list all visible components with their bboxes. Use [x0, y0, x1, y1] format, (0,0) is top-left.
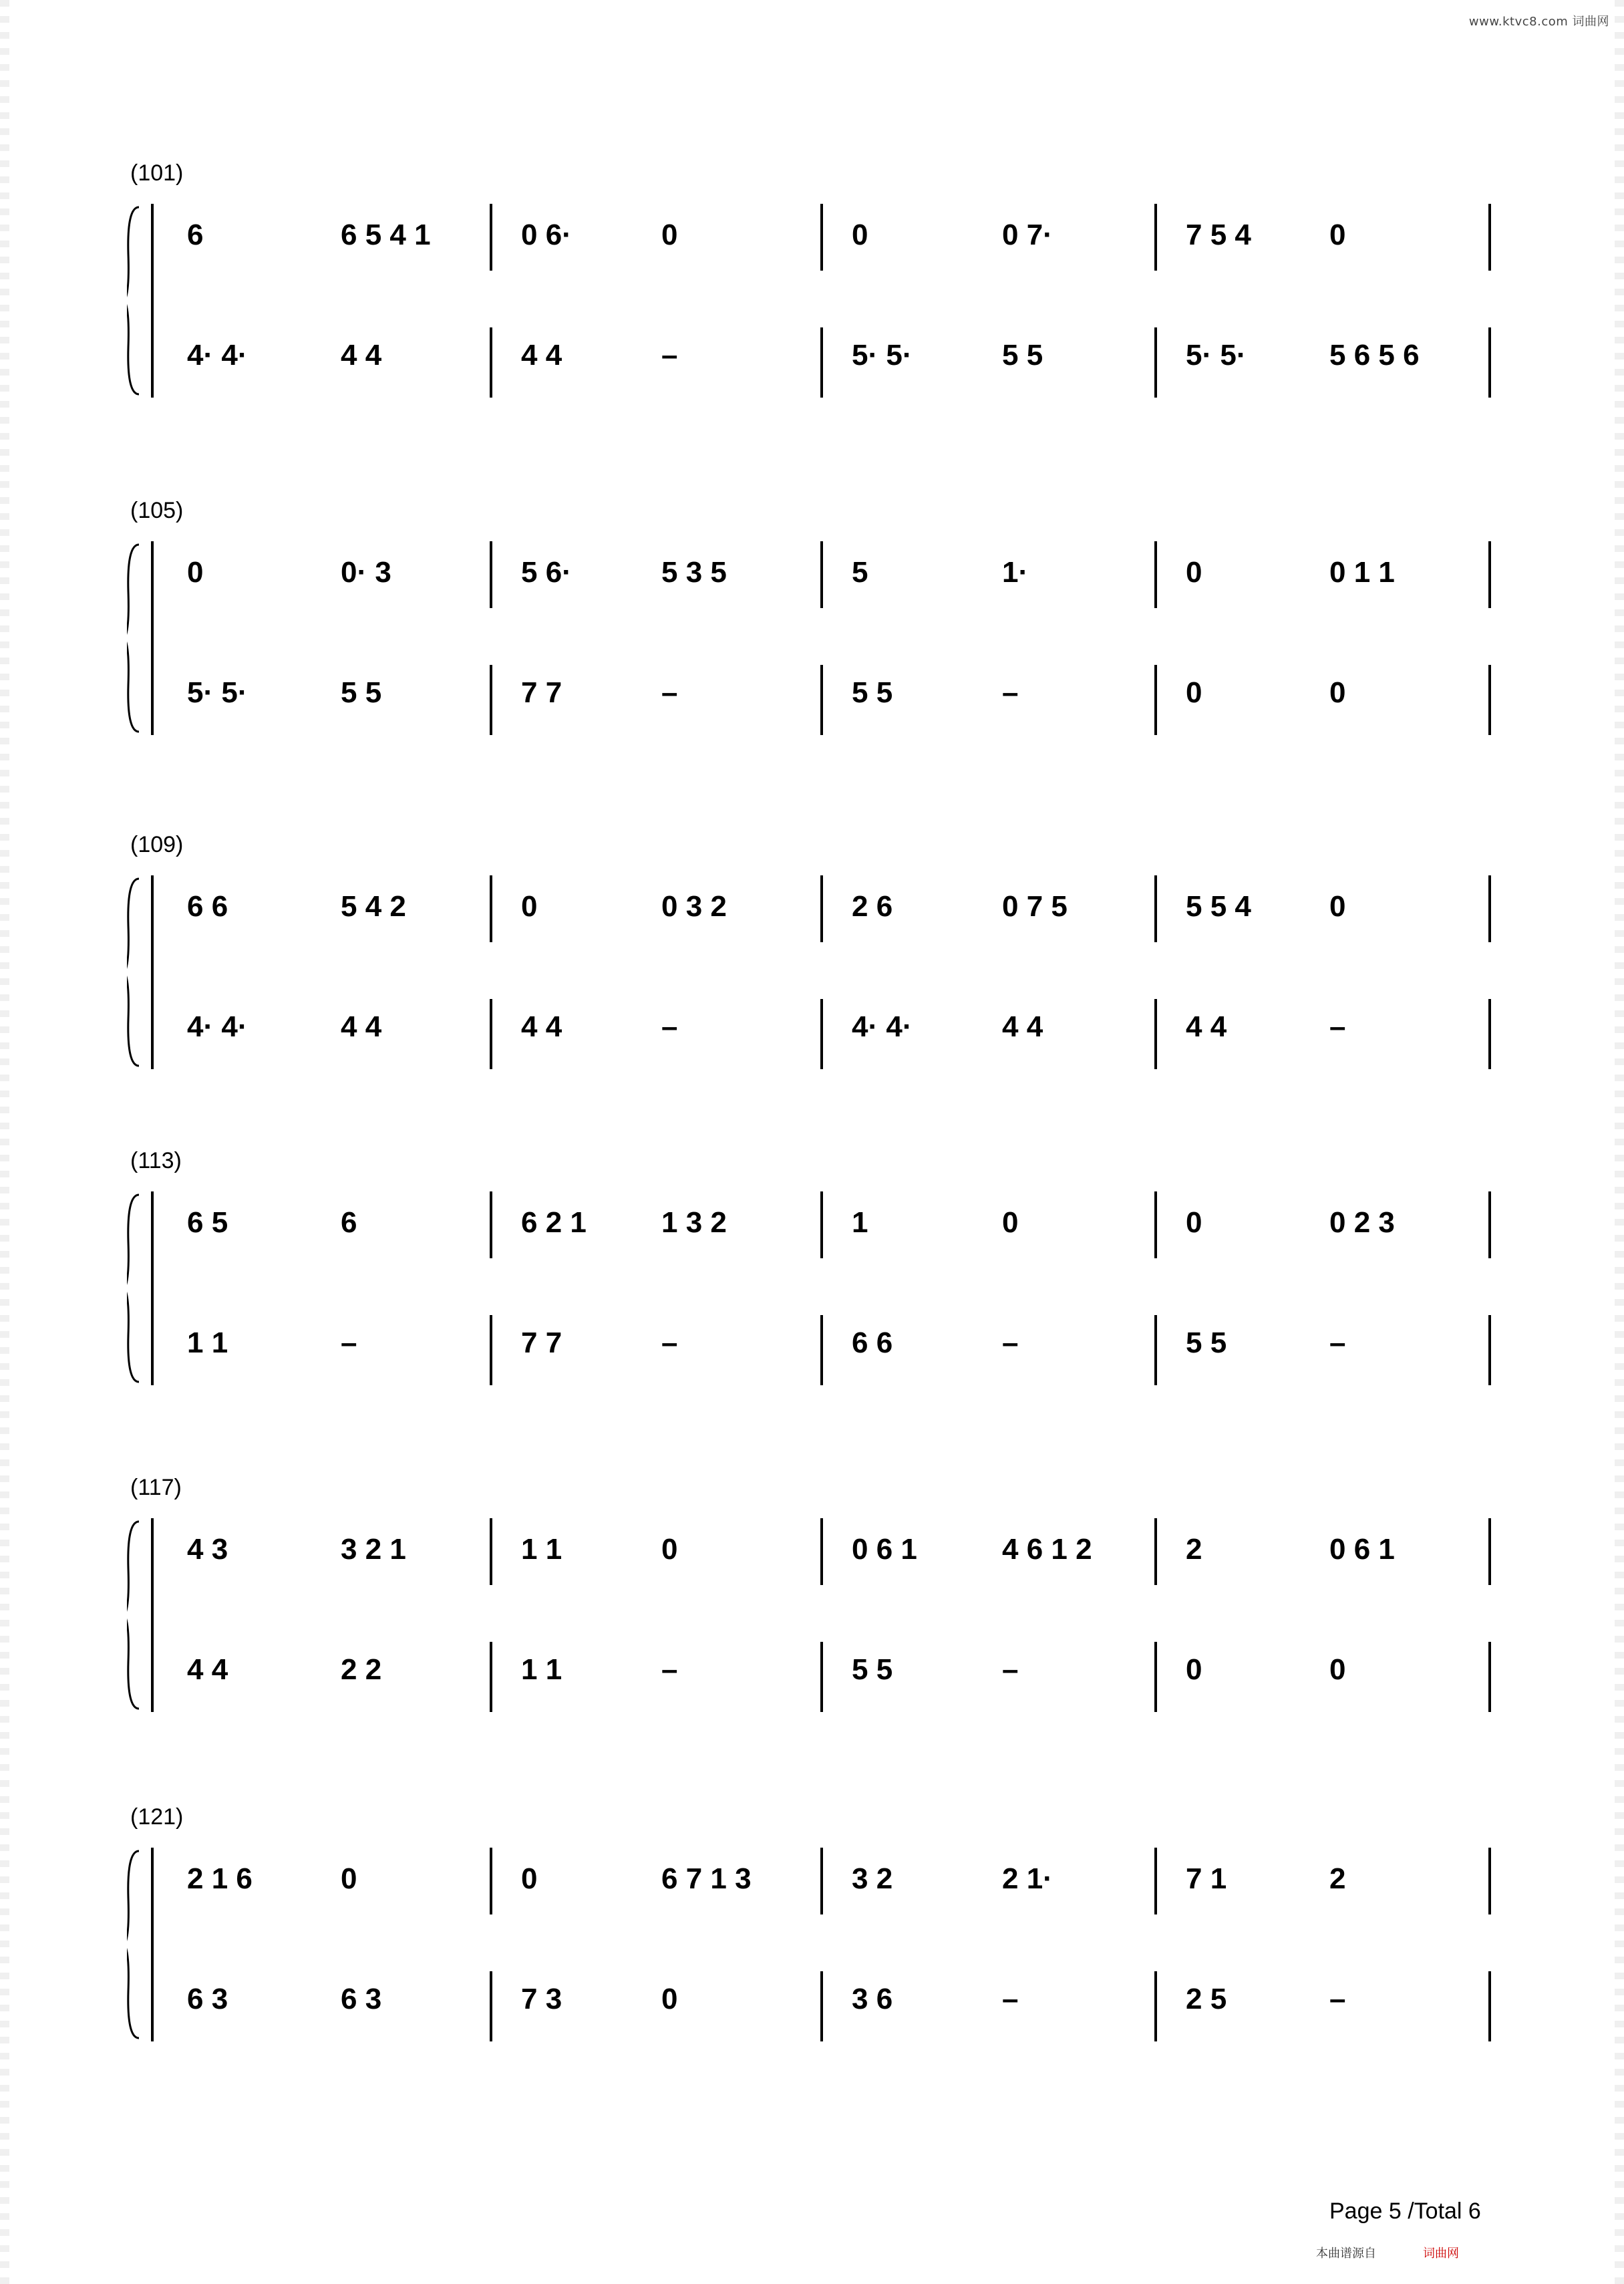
- measure-number: (121): [130, 1804, 184, 1830]
- lower-note-group: 4· 4·: [852, 1010, 913, 1043]
- lower-note-group: 4· 4·: [187, 339, 248, 372]
- staff-lines: [127, 498, 1503, 765]
- staff-lines: [127, 1148, 1503, 1415]
- staff-lines: [127, 832, 1503, 1099]
- score-system: [127, 160, 1503, 428]
- upper-note-group: 0: [1186, 556, 1202, 589]
- upper-note-group: 2 6: [852, 890, 893, 923]
- upper-note-group: 0: [1329, 219, 1346, 251]
- lower-note-group: 6 6: [852, 1326, 893, 1359]
- upper-note-group: 0: [521, 890, 538, 923]
- lower-note-group: 7 7: [521, 676, 562, 709]
- upper-note-group: 0 3 2: [661, 890, 727, 923]
- upper-note-group: 2 1 6: [187, 1862, 253, 1895]
- upper-note-group: 0 6 1: [852, 1533, 917, 1566]
- lower-note-group: 5 5: [1002, 339, 1043, 372]
- staff-lines: [127, 1804, 1503, 2072]
- lower-note-group: 4 4: [521, 1010, 562, 1043]
- lower-note-group: 7 3: [521, 1983, 562, 2015]
- lower-note-group: –: [1002, 1983, 1019, 2015]
- upper-note-group: 0 7·: [1002, 219, 1053, 251]
- lower-note-group: 0: [1329, 676, 1346, 709]
- lower-note-group: 5 5: [852, 1653, 893, 1686]
- upper-note-group: 4 3: [187, 1533, 228, 1566]
- upper-note-group: 5: [852, 556, 868, 589]
- score-system: [127, 1804, 1503, 2072]
- upper-note-group: 2: [1329, 1862, 1346, 1895]
- lower-note-group: 1 1: [187, 1326, 228, 1359]
- upper-note-group: 0: [1186, 1206, 1202, 1239]
- lower-note-group: –: [1002, 676, 1019, 709]
- lower-note-group: 5· 5·: [852, 339, 913, 372]
- upper-note-group: 0 6 1: [1329, 1533, 1395, 1566]
- upper-note-group: 6: [187, 219, 204, 251]
- system-brace: [127, 545, 139, 732]
- lower-note-group: 6 3: [187, 1983, 228, 2015]
- lower-note-group: 2 5: [1186, 1983, 1227, 2015]
- lower-note-group: 5· 5·: [187, 676, 248, 709]
- upper-note-group: 6 5: [187, 1206, 228, 1239]
- score-system: [127, 832, 1503, 1099]
- lower-note-group: –: [661, 1010, 678, 1043]
- upper-note-group: 0 1 1: [1329, 556, 1395, 589]
- upper-note-group: 1 3 2: [661, 1206, 727, 1239]
- lower-note-group: 0: [1186, 676, 1202, 709]
- measure-number: (101): [130, 160, 184, 186]
- measure-number: (117): [130, 1475, 182, 1500]
- lower-note-group: 2 2: [341, 1653, 382, 1686]
- lower-note-group: 1 1: [521, 1653, 562, 1686]
- system-brace: [127, 1522, 139, 1709]
- upper-note-group: 3 2: [852, 1862, 893, 1895]
- lower-note-group: –: [341, 1326, 357, 1359]
- lower-note-group: –: [1002, 1653, 1019, 1686]
- lower-note-group: –: [1002, 1326, 1019, 1359]
- upper-note-group: 0 6·: [521, 219, 572, 251]
- lower-note-group: 0: [661, 1983, 678, 2015]
- system-brace: [127, 879, 139, 1066]
- lower-note-group: –: [661, 1653, 678, 1686]
- source-text: 本曲谱源自: [1316, 2247, 1376, 2260]
- staff-lines: [127, 1475, 1503, 1742]
- lower-note-group: 6 3: [341, 1983, 382, 2015]
- lower-note-group: 4 4: [1002, 1010, 1043, 1043]
- lower-note-group: 0: [1329, 1653, 1346, 1686]
- system-brace: [127, 1195, 139, 1382]
- lower-note-group: 3 6: [852, 1983, 893, 2015]
- lower-note-group: 4 4: [341, 339, 382, 372]
- lower-note-group: 4 4: [341, 1010, 382, 1043]
- upper-note-group: 5 6·: [521, 556, 572, 589]
- score-system: [127, 1475, 1503, 1742]
- lower-note-group: 5· 5·: [1186, 339, 1247, 372]
- system-brace: [127, 1851, 139, 2038]
- lower-note-group: –: [1329, 1983, 1346, 2015]
- score-system: [127, 498, 1503, 765]
- lower-note-group: 5 5: [341, 676, 382, 709]
- lower-note-group: 4 4: [1186, 1010, 1227, 1043]
- site-header: www.ktvc8.com 词曲网: [1468, 15, 1609, 29]
- lower-note-group: 4 4: [521, 339, 562, 372]
- upper-note-group: 6 7 1 3: [661, 1862, 752, 1895]
- upper-note-group: 0: [1329, 890, 1346, 923]
- upper-note-group: 2 1·: [1002, 1862, 1053, 1895]
- upper-note-group: 0 2 3: [1329, 1206, 1395, 1239]
- upper-note-group: 0 7 5: [1002, 890, 1068, 923]
- staff-lines: [127, 160, 1503, 428]
- right-watermark-strip: [1615, 0, 1624, 2284]
- page-number: Page 5 /Total 6: [1329, 2198, 1481, 2224]
- upper-note-group: 0· 3: [341, 556, 391, 589]
- upper-note-group: 5 4 2: [341, 890, 406, 923]
- upper-note-group: 1 1: [521, 1533, 562, 1566]
- lower-note-group: 4 4: [187, 1653, 228, 1686]
- upper-note-group: 1·: [1002, 556, 1029, 589]
- score-system: [127, 1148, 1503, 1415]
- lower-note-group: 5 5: [1186, 1326, 1227, 1359]
- upper-note-group: 6: [341, 1206, 357, 1239]
- lower-note-group: –: [661, 1326, 678, 1359]
- lower-note-group: 4· 4·: [187, 1010, 248, 1043]
- brand-logo-text: 词曲网: [1423, 2247, 1459, 2260]
- left-watermark-strip: [0, 0, 9, 2284]
- upper-note-group: 6 6: [187, 890, 228, 923]
- upper-note-group: 6 2 1: [521, 1206, 587, 1239]
- lower-note-group: –: [1329, 1326, 1346, 1359]
- measure-number: (109): [130, 832, 184, 857]
- upper-note-group: 2: [1186, 1533, 1202, 1566]
- lower-note-group: –: [661, 339, 678, 372]
- upper-note-group: 0: [341, 1862, 357, 1895]
- upper-note-group: 0: [187, 556, 204, 589]
- lower-note-group: 5 5: [852, 676, 893, 709]
- measure-number: (113): [130, 1148, 182, 1173]
- system-brace: [127, 207, 139, 394]
- lower-note-group: 0: [1186, 1653, 1202, 1686]
- lower-note-group: 5 6 5 6: [1329, 339, 1420, 372]
- lower-note-group: –: [1329, 1010, 1346, 1043]
- upper-note-group: 3 2 1: [341, 1533, 406, 1566]
- upper-note-group: 4 6 1 2: [1002, 1533, 1092, 1566]
- upper-note-group: 7 5 4: [1186, 219, 1251, 251]
- upper-note-group: 0: [661, 1533, 678, 1566]
- upper-note-group: 1: [852, 1206, 868, 1239]
- upper-note-group: 7 1: [1186, 1862, 1227, 1895]
- upper-note-group: 0: [1002, 1206, 1019, 1239]
- upper-note-group: 5 3 5: [661, 556, 727, 589]
- upper-note-group: 6 5 4 1: [341, 219, 431, 251]
- lower-note-group: –: [661, 676, 678, 709]
- measure-number: (105): [130, 498, 184, 523]
- upper-note-group: 0: [521, 1862, 538, 1895]
- upper-note-group: 0: [661, 219, 678, 251]
- upper-note-group: 5 5 4: [1186, 890, 1251, 923]
- lower-note-group: 7 7: [521, 1326, 562, 1359]
- upper-note-group: 0: [852, 219, 868, 251]
